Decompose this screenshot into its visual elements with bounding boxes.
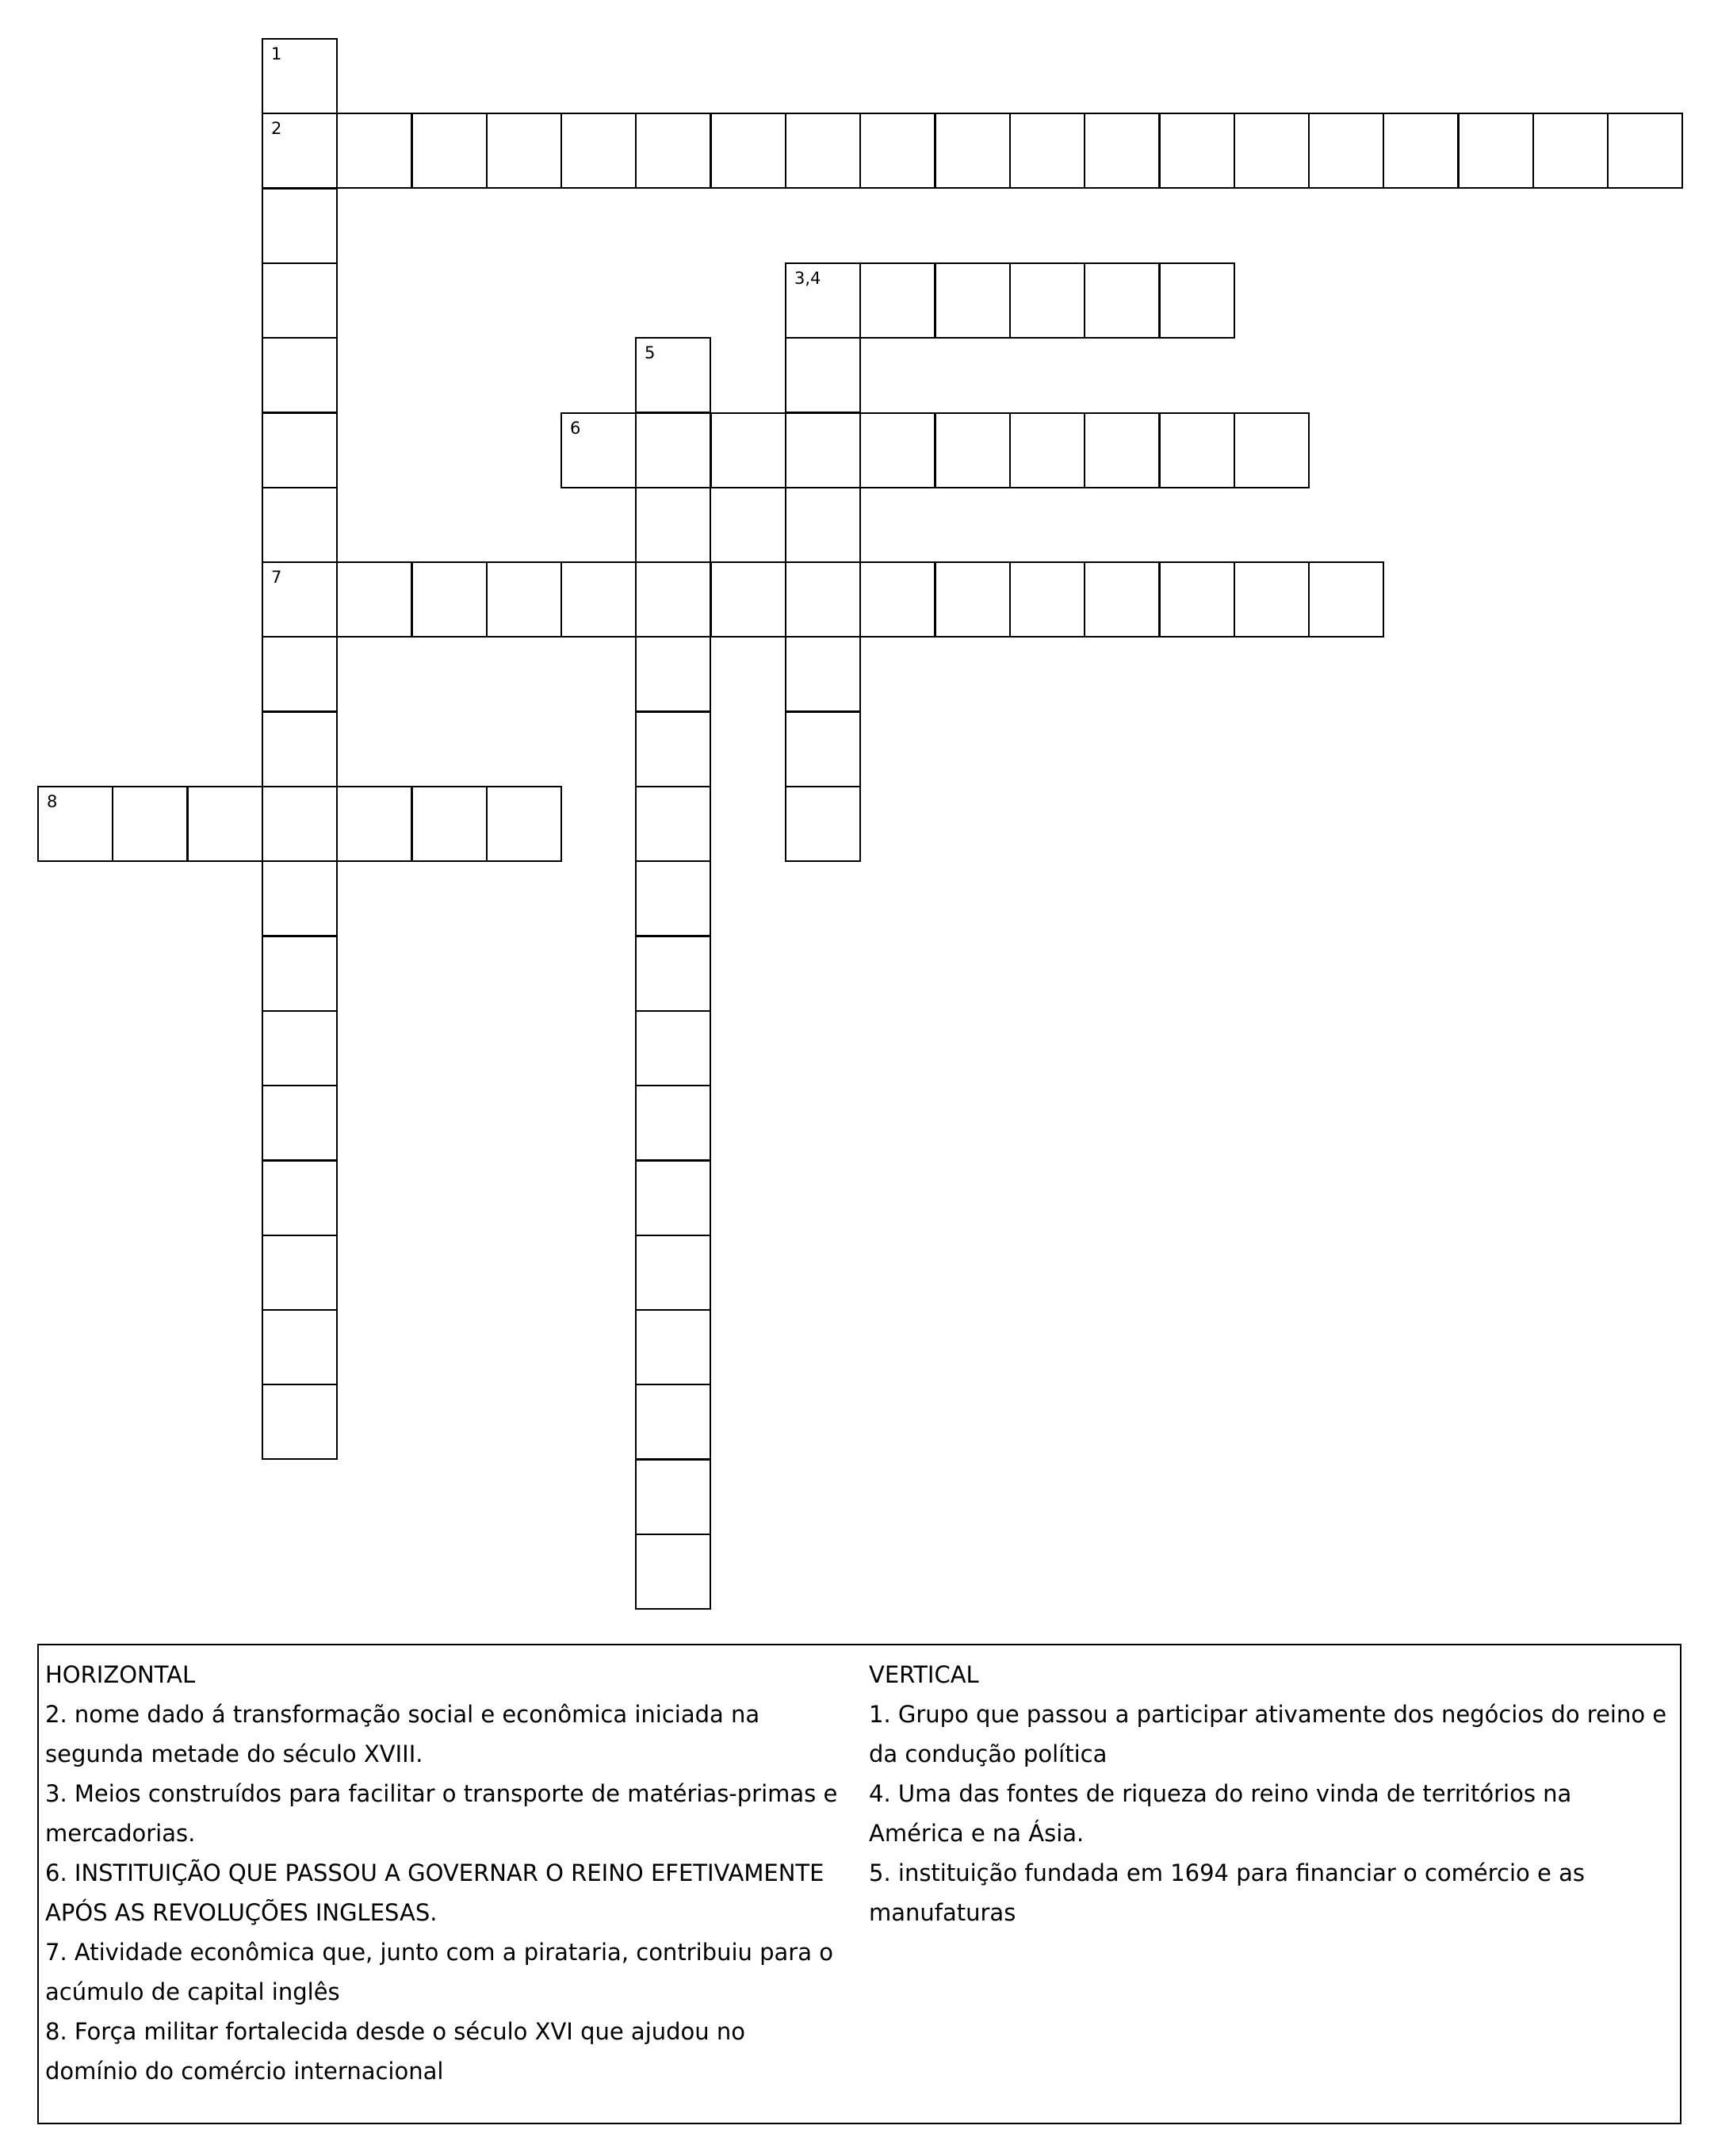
crossword-cell[interactable]: [262, 711, 338, 787]
vertical-clues: [869, 1655, 1670, 1932]
crossword-cell[interactable]: [710, 113, 786, 189]
clue-horizontal-2: 2. nome dado á transformação social e econômica iniciada na segunda metade do século XVIII.: [45, 1701, 760, 1767]
clue-vertical-4: 4. Uma das fontes de riqueza do reino vinda de territórios na América e na Ásia.: [869, 1780, 1572, 1847]
crossword-cell[interactable]: [635, 786, 711, 862]
crossword-cell[interactable]: [1234, 113, 1310, 189]
crossword-cell[interactable]: [635, 936, 711, 1012]
crossword-cell[interactable]: [710, 412, 786, 488]
clues-box: [37, 1644, 1681, 2124]
crossword-cell[interactable]: [1607, 113, 1683, 189]
crossword-cell[interactable]: [262, 412, 338, 488]
crossword-cell[interactable]: [785, 711, 861, 787]
crossword-cell[interactable]: [1009, 561, 1085, 638]
crossword-cell[interactable]: [262, 561, 338, 638]
crossword-cell[interactable]: [635, 412, 711, 488]
vertical-heading: VERTICAL: [869, 1661, 979, 1688]
crossword-cell[interactable]: [1383, 113, 1459, 189]
crossword-cell[interactable]: [635, 1534, 711, 1610]
crossword-cell[interactable]: [1159, 113, 1235, 189]
clue-number: 8: [47, 792, 58, 811]
crossword-cell[interactable]: [262, 337, 338, 413]
crossword-cell[interactable]: [635, 337, 711, 413]
crossword-cell[interactable]: [411, 113, 488, 189]
crossword-cell[interactable]: [560, 113, 637, 189]
crossword-cell[interactable]: [336, 786, 412, 862]
crossword-cell[interactable]: [262, 1160, 338, 1236]
crossword-cell[interactable]: [859, 113, 935, 189]
crossword-cell[interactable]: [785, 113, 861, 189]
crossword-cell[interactable]: [262, 636, 338, 712]
crossword-cell[interactable]: [1084, 262, 1160, 339]
crossword-cell[interactable]: [1159, 412, 1235, 488]
crossword-cell[interactable]: [785, 412, 861, 488]
crossword-cell[interactable]: [785, 786, 861, 862]
crossword-cell[interactable]: [935, 561, 1011, 638]
crossword-cell[interactable]: [336, 113, 412, 189]
clue-number: 5: [645, 343, 656, 362]
crossword-cell[interactable]: [1159, 262, 1235, 339]
crossword-cell[interactable]: [785, 262, 861, 339]
crossword-cell[interactable]: [785, 561, 861, 638]
horizontal-heading: HORIZONTAL: [45, 1661, 196, 1688]
clue-vertical-1: 1. Grupo que passou a participar ativamente dos negócios do reino e da condução política: [869, 1701, 1667, 1767]
clue-horizontal-7: 7. Atividade econômica que, junto com a pirataria, contribuiu para o acúmulo de capital inglês: [45, 1939, 833, 2005]
crossword-cell[interactable]: [560, 561, 637, 638]
horizontal-clues: [45, 1655, 842, 2091]
clue-horizontal-6: 6. INSTITUIÇÃO QUE PASSOU A GOVERNAR O REINO EFETIVAMENTE APÓS AS REVOLUÇÕES INGLESAS.: [45, 1859, 824, 1926]
crossword-cell[interactable]: [635, 1160, 711, 1236]
clue-number: 1: [271, 44, 282, 63]
crossword-cell[interactable]: [560, 412, 637, 488]
crossword-cell[interactable]: [262, 113, 338, 189]
crossword-cell[interactable]: [635, 1010, 711, 1086]
crossword-cell[interactable]: [486, 561, 562, 638]
crossword-cell[interactable]: [635, 487, 711, 563]
crossword-cell[interactable]: [1009, 113, 1085, 189]
crossword-cell[interactable]: [411, 786, 488, 862]
crossword-cell[interactable]: [1159, 561, 1235, 638]
crossword-cell[interactable]: [262, 188, 338, 264]
crossword-cell[interactable]: [785, 487, 861, 563]
crossword-cell[interactable]: [1009, 262, 1085, 339]
crossword-cell[interactable]: [635, 1085, 711, 1161]
crossword-cell[interactable]: [1084, 412, 1160, 488]
clue-horizontal-3: 3. Meios construídos para facilitar o transporte de matérias-primas e mercadorias.: [45, 1780, 838, 1847]
crossword-cell[interactable]: [859, 262, 935, 339]
crossword-cell[interactable]: [1084, 113, 1160, 189]
crossword-cell[interactable]: [187, 786, 263, 862]
crossword-cell[interactable]: [262, 936, 338, 1012]
crossword-cell[interactable]: [37, 786, 113, 862]
crossword-cell[interactable]: [635, 113, 711, 189]
crossword-cell[interactable]: [635, 1384, 711, 1460]
crossword-cell[interactable]: [262, 262, 338, 339]
crossword-cell[interactable]: [785, 636, 861, 712]
crossword-cell[interactable]: [635, 1459, 711, 1535]
crossword-cell[interactable]: [411, 561, 488, 638]
crossword-cell[interactable]: [262, 1085, 338, 1161]
crossword-cell[interactable]: [112, 786, 188, 862]
clue-number: 3,4: [794, 269, 821, 288]
crossword-cell[interactable]: [859, 412, 935, 488]
clue-number: 7: [271, 568, 282, 587]
crossword-cell[interactable]: [635, 1235, 711, 1311]
crossword-cell[interactable]: [635, 636, 711, 712]
clue-number: 2: [271, 119, 282, 138]
crossword-cell[interactable]: [635, 561, 711, 638]
crossword-cell[interactable]: [785, 337, 861, 413]
crossword-cell[interactable]: [710, 561, 786, 638]
crossword-cell[interactable]: [935, 113, 1011, 189]
crossword-cell[interactable]: [486, 113, 562, 189]
crossword-cell[interactable]: [1308, 561, 1384, 638]
crossword-cell[interactable]: [262, 786, 338, 862]
crossword-cell[interactable]: [262, 1309, 338, 1385]
clue-vertical-5: 5. instituição fundada em 1694 para financiar o comércio e as manufaturas: [869, 1859, 1585, 1926]
crossword-cell[interactable]: [1084, 561, 1160, 638]
crossword-cell[interactable]: [859, 561, 935, 638]
crossword-cell[interactable]: [336, 561, 412, 638]
crossword-cell[interactable]: [635, 711, 711, 787]
crossword-cell[interactable]: [262, 1010, 338, 1086]
crossword-cell[interactable]: [262, 860, 338, 936]
crossword-cell[interactable]: [1308, 113, 1384, 189]
crossword-cell[interactable]: [1234, 561, 1310, 638]
clue-number: 6: [570, 419, 581, 438]
crossword-cell[interactable]: [262, 1235, 338, 1311]
crossword-cell[interactable]: [262, 38, 338, 114]
crossword-cell[interactable]: [935, 262, 1011, 339]
crossword-cell[interactable]: [486, 786, 562, 862]
crossword-cell[interactable]: [1234, 412, 1310, 488]
crossword-cell[interactable]: [1009, 412, 1085, 488]
crossword-cell[interactable]: [635, 860, 711, 936]
crossword-cell[interactable]: [1532, 113, 1609, 189]
clue-horizontal-8: 8. Força militar fortalecida desde o século XVI que ajudou no domínio do comércio internacional: [45, 2018, 745, 2085]
crossword-cell[interactable]: [262, 1384, 338, 1460]
crossword-cell[interactable]: [1458, 113, 1534, 189]
crossword-cell[interactable]: [635, 1309, 711, 1385]
crossword-cell[interactable]: [935, 412, 1011, 488]
crossword-cell[interactable]: [262, 487, 338, 563]
